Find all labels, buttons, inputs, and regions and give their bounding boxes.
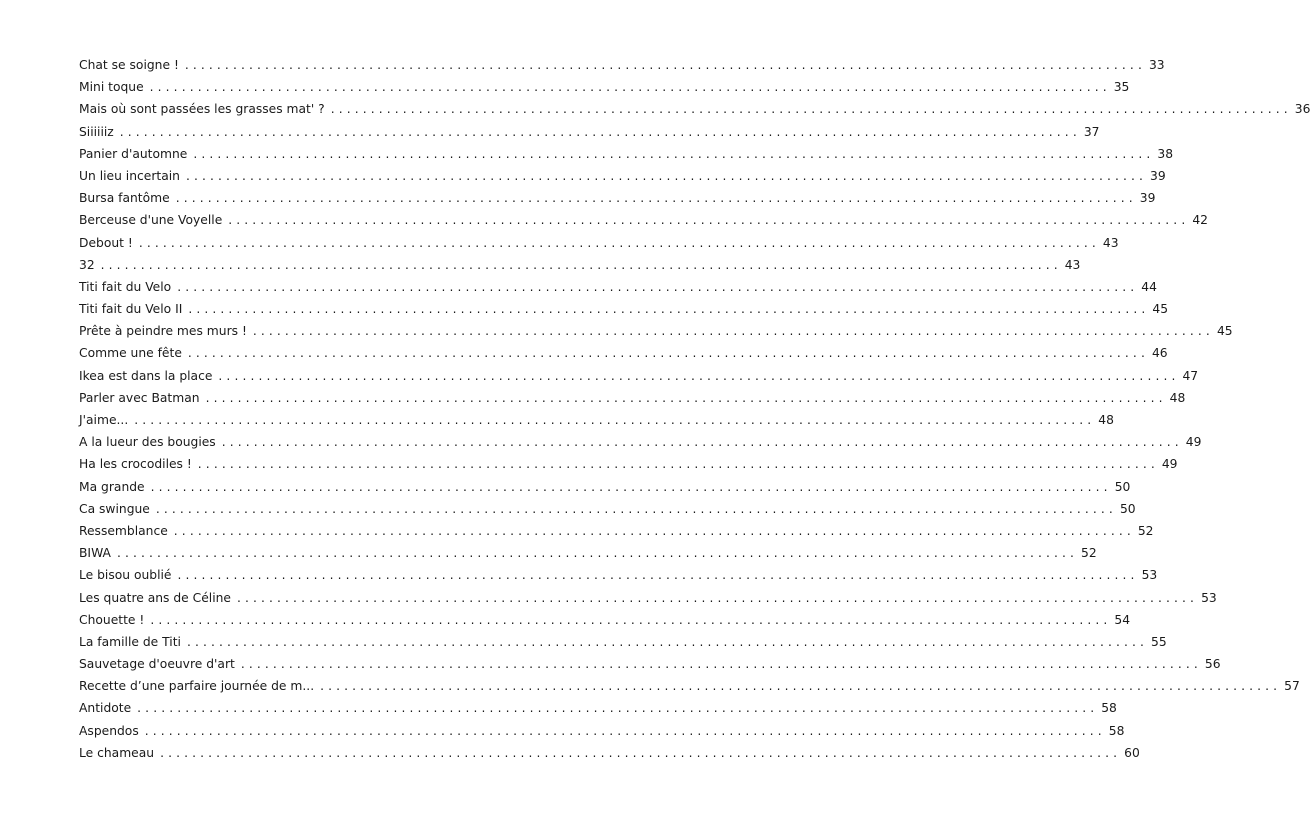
dot-leader: ........................................................................................................................	[144, 723, 1106, 738]
toc-entry-title: Comme une fête	[79, 346, 182, 361]
dot-leader: ........................................................................................................................	[237, 590, 1199, 605]
dot-leader: ........................................................................................................................	[137, 701, 1099, 716]
toc-entry-page-number: 58	[1108, 723, 1125, 738]
dot-leader: ........................................................................................................................	[150, 479, 1112, 494]
toc-entry[interactable]	[79, 609, 1131, 631]
toc-entry[interactable]	[79, 298, 1169, 320]
toc-entry[interactable]	[79, 365, 1199, 387]
toc-entry[interactable]	[79, 54, 1165, 76]
dot-leader: ........................................................................................................................	[193, 146, 1155, 161]
dot-leader: ........................................................................................................................	[197, 457, 1159, 472]
dot-leader: ........................................................................................................................	[177, 568, 1139, 583]
toc-entry-page-number: 36	[1294, 102, 1310, 117]
toc-entry[interactable]	[79, 76, 1130, 98]
toc-entry-title: Chat se soigne !	[79, 58, 179, 72]
dot-leader: ........................................................................................................................	[221, 435, 1183, 450]
toc-entry-title: La famille de Titi	[79, 634, 181, 649]
toc-entry[interactable]	[79, 631, 1167, 653]
toc-entry[interactable]	[79, 387, 1186, 409]
dot-leader: ........................................................................................................................	[184, 58, 1146, 72]
toc-entry-page-number: 50	[1119, 501, 1136, 516]
toc-entry-title: Ha les crocodiles !	[79, 457, 192, 472]
toc-entry-title: Recette d’une parfaire journée de m...	[79, 679, 315, 694]
dot-leader: ........................................................................................................................	[177, 279, 1139, 294]
dot-leader: ........................................................................................................................	[173, 523, 1135, 538]
toc-entry-page-number: 38	[1157, 146, 1174, 161]
toc-entry[interactable]	[79, 498, 1136, 520]
dot-leader: ........................................................................................................................	[155, 501, 1117, 516]
toc-entry[interactable]	[79, 453, 1178, 475]
toc-entry-title: BIWA	[79, 546, 111, 561]
toc-entry-page-number: 42	[1192, 213, 1208, 228]
toc-entry-title: Antidote	[79, 701, 132, 716]
toc-entry-title: Mini toque	[79, 80, 144, 95]
toc-entry-title: Debout !	[79, 235, 133, 250]
toc-entry-title: Mais où sont passées les grasses mat' ?	[79, 102, 325, 117]
toc-entry-title: Ma grande	[79, 479, 145, 494]
toc-entry-page-number: 57	[1284, 679, 1300, 694]
toc-entry-page-number: 48	[1169, 390, 1186, 405]
dot-leader: ........................................................................................................................	[218, 368, 1180, 383]
toc-entry-title: Un lieu incertain	[79, 168, 180, 183]
toc-entry[interactable]	[79, 276, 1157, 298]
toc-entry[interactable]	[79, 254, 1081, 276]
toc-entry-page-number: 35	[1113, 80, 1130, 95]
dot-leader: ........................................................................................................................	[138, 235, 1100, 250]
toc-entry[interactable]	[79, 209, 1208, 231]
toc-entry-page-number: 39	[1150, 168, 1166, 183]
toc-entry-page-number: 45	[1152, 302, 1169, 317]
toc-entry-page-number: 43	[1102, 235, 1119, 250]
toc-entry-page-number: 48	[1098, 413, 1114, 427]
dot-leader: ........................................................................................................................	[160, 745, 1122, 760]
table-of-contents	[79, 54, 1310, 764]
toc-entry-title: Panier d'automne	[79, 146, 188, 161]
toc-entry-title: Sauvetage d'oeuvre d'art	[79, 657, 235, 672]
toc-entry-page-number: 53	[1201, 590, 1217, 605]
toc-entry-title: A la lueur des bougies	[79, 435, 216, 450]
toc-entry-title: Titi fait du Velo	[79, 279, 172, 294]
toc-entry-title: Ressemblance	[79, 523, 168, 538]
toc-entry-page-number: 44	[1141, 279, 1157, 294]
toc-entry[interactable]	[79, 431, 1202, 453]
dot-leader: ........................................................................................................................	[100, 257, 1062, 272]
toc-entry-page-number: 55	[1151, 634, 1167, 649]
toc-entry-page-number: 43	[1064, 257, 1081, 272]
toc-entry-title: J'aime...	[79, 413, 129, 427]
toc-entry-page-number: 52	[1081, 546, 1097, 561]
dot-leader: ........................................................................................................................	[228, 213, 1190, 228]
toc-entry[interactable]	[79, 342, 1168, 364]
toc-entry[interactable]	[79, 143, 1174, 165]
toc-entry-page-number: 54	[1114, 612, 1131, 627]
dot-leader: ........................................................................................................................	[116, 546, 1079, 561]
toc-entry-title: Bursa fantôme	[79, 191, 170, 206]
toc-entry-title: Parler avec Batman	[79, 390, 200, 405]
toc-entry-title: Ca swingue	[79, 501, 150, 516]
dot-leader: ........................................................................................................................	[320, 679, 1282, 694]
toc-entry-page-number: 53	[1141, 568, 1158, 583]
toc-entry-title: Berceuse d'une Voyelle	[79, 213, 223, 228]
toc-entry-title: Siiiiiiz	[79, 124, 114, 139]
dot-leader: ........................................................................................................................	[134, 413, 1096, 427]
dot-leader: ........................................................................................................................	[252, 324, 1214, 339]
toc-entry-title: 32	[79, 257, 95, 272]
toc-entry[interactable]	[79, 98, 1310, 120]
toc-entry-title: Le bisou oublié	[79, 568, 172, 583]
toc-entry-title: Titi fait du Velo II	[79, 302, 183, 317]
toc-entry-page-number: 45	[1216, 324, 1233, 339]
toc-entry[interactable]	[79, 409, 1114, 431]
dot-leader: ........................................................................................................................	[186, 634, 1148, 649]
dot-leader: ........................................................................................................................	[330, 102, 1292, 117]
toc-entry-page-number: 47	[1182, 368, 1199, 383]
toc-entry-title: Le chameau	[79, 745, 155, 760]
toc-entry-page-number: 50	[1114, 479, 1131, 494]
toc-entry[interactable]	[79, 121, 1100, 143]
toc-entry-title: Prête à peindre mes murs !	[79, 324, 247, 339]
dot-leader: ........................................................................................................................	[150, 612, 1112, 627]
toc-entry-page-number: 49	[1185, 435, 1202, 450]
toc-entry-page-number: 46	[1151, 346, 1168, 361]
toc-entry[interactable]	[79, 542, 1097, 564]
toc-entry-page-number: 52	[1137, 523, 1154, 538]
toc-entry-page-number: 56	[1204, 657, 1221, 672]
dot-leader: ........................................................................................................................	[149, 80, 1111, 95]
dot-leader: ........................................................................................................................	[187, 346, 1149, 361]
toc-entry[interactable]	[79, 187, 1156, 209]
dot-leader: ........................................................................................................................	[175, 191, 1137, 206]
toc-entry-page-number: 39	[1139, 191, 1156, 206]
toc-entry[interactable]	[79, 520, 1154, 542]
dot-leader: ........................................................................................................................	[240, 657, 1202, 672]
toc-entry[interactable]	[79, 320, 1233, 342]
toc-entry[interactable]	[79, 675, 1300, 697]
toc-entry-title: Aspendos	[79, 723, 139, 738]
toc-entry-title: Les quatre ans de Céline	[79, 590, 231, 605]
toc-entry[interactable]	[79, 476, 1131, 498]
toc-entry[interactable]	[79, 697, 1117, 719]
toc-entry-page-number: 60	[1124, 745, 1140, 760]
dot-leader: ........................................................................................................................	[119, 124, 1081, 139]
toc-entry-page-number: 37	[1083, 124, 1100, 139]
toc-entry[interactable]	[79, 564, 1158, 586]
toc-entry[interactable]	[79, 653, 1221, 675]
toc-entry[interactable]	[79, 165, 1166, 187]
toc-entry[interactable]	[79, 720, 1125, 742]
dot-leader: ........................................................................................................................	[205, 390, 1167, 405]
toc-entry-page-number: 58	[1101, 701, 1117, 716]
toc-entry-page-number: 49	[1161, 457, 1178, 472]
dot-leader: ........................................................................................................................	[188, 302, 1150, 317]
toc-entry-title: Ikea est dans la place	[79, 368, 213, 383]
dot-leader: ........................................................................................................................	[185, 168, 1148, 183]
toc-entry[interactable]	[79, 742, 1140, 764]
toc-entry[interactable]	[79, 232, 1119, 254]
toc-entry-title: Chouette !	[79, 612, 145, 627]
toc-entry-page-number: 33	[1148, 58, 1165, 72]
toc-entry[interactable]	[79, 587, 1217, 609]
